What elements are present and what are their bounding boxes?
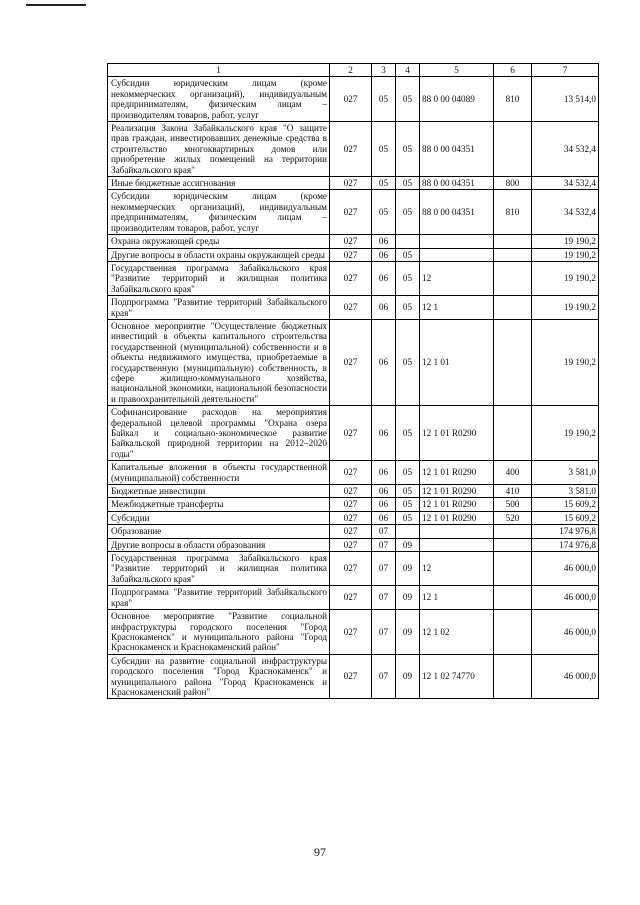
table-row: [108, 406, 599, 461]
cell-sum: 19 190,2: [532, 406, 599, 461]
cell-sum: 174 976,8: [532, 538, 599, 551]
cell-vr: [494, 525, 532, 538]
cell-vr: [494, 538, 532, 551]
cell-csr: 88 0 00 04351: [420, 122, 494, 177]
cell-vr: [494, 654, 532, 699]
page-number: 97: [314, 845, 326, 859]
cell-name: Образование: [108, 525, 330, 538]
cell-csr: 88 0 00 04351: [420, 177, 494, 190]
cell-sum: 46 000,0: [532, 654, 599, 699]
cell-grbs: 027: [330, 610, 372, 655]
cell-pr: 05: [396, 77, 420, 122]
cell-rz: 06: [372, 461, 396, 485]
cell-vr: [494, 261, 532, 295]
cell-sum: 3 581,0: [532, 485, 599, 498]
cell-vr: 810: [494, 190, 532, 235]
cell-grbs: 027: [330, 177, 372, 190]
cell-sum: 19 190,2: [532, 235, 599, 248]
cell-pr: 09: [396, 654, 420, 699]
cell-sum: 46 000,0: [532, 610, 599, 655]
cell-sum: 15 609,2: [532, 498, 599, 511]
cell-sum: 34 532,4: [532, 190, 599, 235]
cell-name: Государственная программа Забайкальского края "Развитие территорий и жилищная политика Забайкальского края": [108, 261, 330, 295]
cell-rz: 07: [372, 525, 396, 538]
cell-name: Субсидии юридическим лицам (кроме некоммерческих организаций), индивидуальным предпринимателям, физическим лицам – производителям товаров, работ, услуг: [108, 77, 330, 122]
cell-grbs: 027: [330, 461, 372, 485]
cell-vr: 810: [494, 77, 532, 122]
table-row: [108, 177, 599, 190]
cell-name: Бюджетные инвестиции: [108, 485, 330, 498]
cell-pr: 05: [396, 122, 420, 177]
cell-pr: [396, 525, 420, 538]
cell-pr: 09: [396, 586, 420, 610]
table-row: [108, 296, 599, 320]
cell-grbs: 027: [330, 525, 372, 538]
column-header: 4: [396, 64, 420, 77]
cell-pr: 09: [396, 610, 420, 655]
cell-csr: [420, 248, 494, 261]
cell-rz: 06: [372, 485, 396, 498]
cell-pr: [396, 235, 420, 248]
cell-vr: [494, 319, 532, 405]
cell-grbs: 027: [330, 261, 372, 295]
table-body: [108, 77, 599, 699]
cell-vr: [494, 296, 532, 320]
budget-table: [107, 63, 599, 699]
table-row: [108, 552, 599, 586]
cell-rz: 05: [372, 77, 396, 122]
cell-sum: 46 000,0: [532, 552, 599, 586]
column-header: 3: [372, 64, 396, 77]
table-row: [108, 235, 599, 248]
header-row: [108, 64, 599, 77]
cell-sum: 19 190,2: [532, 319, 599, 405]
cell-pr: 05: [396, 406, 420, 461]
cell-name: Основное мероприятие "Развитие социальной инфраструктуры городского поселения "Город Краснокаменск" и муниципального района "Город Краснокаменск и Краснокаменский район": [108, 610, 330, 655]
table-row: [108, 511, 599, 524]
cell-name: Основное мероприятие "Осуществление бюджетных инвестиций в объекты капитального строительства государственной (муниципальной) собственности и в объекты недвижимого имущества, приобретаемые в государственную (муниципальную) собственность, в сфере жилищно-коммунального хозяйства, национальной экономики, национальной безопасности и правоохранительной деятельности": [108, 319, 330, 405]
cell-name: Субсидии юридическим лицам (кроме некоммерческих организаций), индивидуальным предпринимателям, физическим лицам – производителям товаров, работ, услуг: [108, 190, 330, 235]
cell-sum: 13 514,0: [532, 77, 599, 122]
cell-sum: 19 190,2: [532, 261, 599, 295]
cell-grbs: 027: [330, 586, 372, 610]
cell-pr: 05: [396, 261, 420, 295]
cell-grbs: 027: [330, 511, 372, 524]
cell-pr: 05: [396, 461, 420, 485]
table-row: [108, 485, 599, 498]
cell-vr: 500: [494, 498, 532, 511]
cell-sum: 34 532,4: [532, 122, 599, 177]
cell-rz: 06: [372, 235, 396, 248]
top-edge-mark: [26, 4, 86, 6]
cell-rz: 05: [372, 122, 396, 177]
cell-rz: 06: [372, 498, 396, 511]
cell-vr: [494, 610, 532, 655]
cell-vr: [494, 406, 532, 461]
table-row: [108, 261, 599, 295]
cell-csr: 12: [420, 552, 494, 586]
column-header: 1: [108, 64, 330, 77]
column-header: 5: [420, 64, 494, 77]
cell-csr: 12 1 01 R0290: [420, 498, 494, 511]
cell-vr: 800: [494, 177, 532, 190]
table-row: [108, 498, 599, 511]
cell-pr: 09: [396, 538, 420, 551]
cell-name: Иные бюджетные ассигнования: [108, 177, 330, 190]
cell-rz: 07: [372, 586, 396, 610]
cell-name: Охрана окружающей среды: [108, 235, 330, 248]
cell-grbs: 027: [330, 552, 372, 586]
table-row: [108, 190, 599, 235]
cell-grbs: 027: [330, 485, 372, 498]
cell-name: Капитальные вложения в объекты государственной (муниципальной) собственности: [108, 461, 330, 485]
table-row: [108, 610, 599, 655]
table-row: [108, 654, 599, 699]
cell-sum: 34 532,4: [532, 177, 599, 190]
cell-vr: [494, 552, 532, 586]
cell-rz: 06: [372, 319, 396, 405]
cell-csr: 12 1: [420, 586, 494, 610]
cell-name: Подпрограмма "Развитие территорий Забайкальского края": [108, 586, 330, 610]
cell-grbs: 027: [330, 122, 372, 177]
cell-name: Государственная программа Забайкальского края "Развитие территорий и жилищная политика Забайкальского края": [108, 552, 330, 586]
cell-rz: 07: [372, 538, 396, 551]
cell-csr: 12 1 01 R0290: [420, 511, 494, 524]
table-row: [108, 525, 599, 538]
cell-name: Межбюджетные трансферты: [108, 498, 330, 511]
cell-csr: 12 1 01 R0290: [420, 461, 494, 485]
cell-vr: [494, 122, 532, 177]
table-row: [108, 122, 599, 177]
cell-grbs: 027: [330, 296, 372, 320]
cell-pr: 05: [396, 319, 420, 405]
cell-pr: 05: [396, 248, 420, 261]
cell-pr: 05: [396, 498, 420, 511]
cell-name: Другие вопросы в области образования: [108, 538, 330, 551]
cell-name: Софинансирование расходов на мероприятия федеральной целевой программы "Охрана озера Байкал и социально-экономическое развитие Байкальской природной территории на 2012–2020 годы": [108, 406, 330, 461]
cell-sum: 46 000,0: [532, 586, 599, 610]
cell-grbs: 027: [330, 406, 372, 461]
cell-sum: 3 581,0: [532, 461, 599, 485]
cell-rz: 05: [372, 190, 396, 235]
cell-grbs: 027: [330, 248, 372, 261]
cell-name: Субсидии на развитие социальной инфраструктуры городского поселения "Город Краснокаменск" и муниципального района "Город Краснокаменск и Краснокаменский район": [108, 654, 330, 699]
budget-table-container: [107, 63, 598, 699]
table-row: [108, 248, 599, 261]
cell-csr: 12: [420, 261, 494, 295]
cell-pr: 05: [396, 177, 420, 190]
cell-sum: 174 976,8: [532, 525, 599, 538]
cell-csr: 88 0 00 04089: [420, 77, 494, 122]
cell-rz: 07: [372, 552, 396, 586]
cell-pr: 05: [396, 511, 420, 524]
cell-sum: 19 190,2: [532, 296, 599, 320]
cell-vr: 410: [494, 485, 532, 498]
cell-name: Подпрограмма "Развитие территорий Забайкальского края": [108, 296, 330, 320]
cell-csr: 12 1 02: [420, 610, 494, 655]
cell-rz: 06: [372, 248, 396, 261]
cell-pr: 05: [396, 485, 420, 498]
table-row: [108, 77, 599, 122]
cell-csr: [420, 525, 494, 538]
cell-grbs: 027: [330, 77, 372, 122]
cell-pr: 05: [396, 296, 420, 320]
cell-name: Другие вопросы в области охраны окружающей среды: [108, 248, 330, 261]
cell-vr: 400: [494, 461, 532, 485]
cell-pr: 05: [396, 190, 420, 235]
cell-grbs: 027: [330, 498, 372, 511]
cell-name: Реализация Закона Забайкальского края "О защите прав граждан, инвестировавших денежные средства в строительство многоквартирных домов или приобретение жилых помещений на территории Забайкальского края": [108, 122, 330, 177]
cell-name: Субсидии: [108, 511, 330, 524]
cell-rz: 07: [372, 654, 396, 699]
column-header: 2: [330, 64, 372, 77]
column-header: 7: [532, 64, 599, 77]
table-row: [108, 586, 599, 610]
cell-grbs: 027: [330, 319, 372, 405]
table-row: [108, 538, 599, 551]
cell-sum: 19 190,2: [532, 248, 599, 261]
cell-vr: 520: [494, 511, 532, 524]
cell-csr: 12 1: [420, 296, 494, 320]
column-header: 6: [494, 64, 532, 77]
cell-rz: 06: [372, 406, 396, 461]
cell-csr: 12 1 01 R0290: [420, 406, 494, 461]
cell-rz: 07: [372, 610, 396, 655]
cell-rz: 05: [372, 177, 396, 190]
cell-csr: 12 1 01: [420, 319, 494, 405]
cell-sum: 15 609,2: [532, 511, 599, 524]
cell-grbs: 027: [330, 235, 372, 248]
cell-csr: 12 1 02 74770: [420, 654, 494, 699]
cell-csr: [420, 235, 494, 248]
cell-grbs: 027: [330, 190, 372, 235]
cell-pr: 09: [396, 552, 420, 586]
cell-rz: 06: [372, 296, 396, 320]
cell-csr: 88 0 00 04351: [420, 190, 494, 235]
cell-vr: [494, 586, 532, 610]
cell-grbs: 027: [330, 654, 372, 699]
cell-csr: [420, 538, 494, 551]
cell-vr: [494, 235, 532, 248]
cell-rz: 06: [372, 261, 396, 295]
cell-csr: 12 1 01 R0290: [420, 485, 494, 498]
table-row: [108, 461, 599, 485]
table-row: [108, 319, 599, 405]
cell-rz: 06: [372, 511, 396, 524]
cell-grbs: 027: [330, 538, 372, 551]
cell-vr: [494, 248, 532, 261]
